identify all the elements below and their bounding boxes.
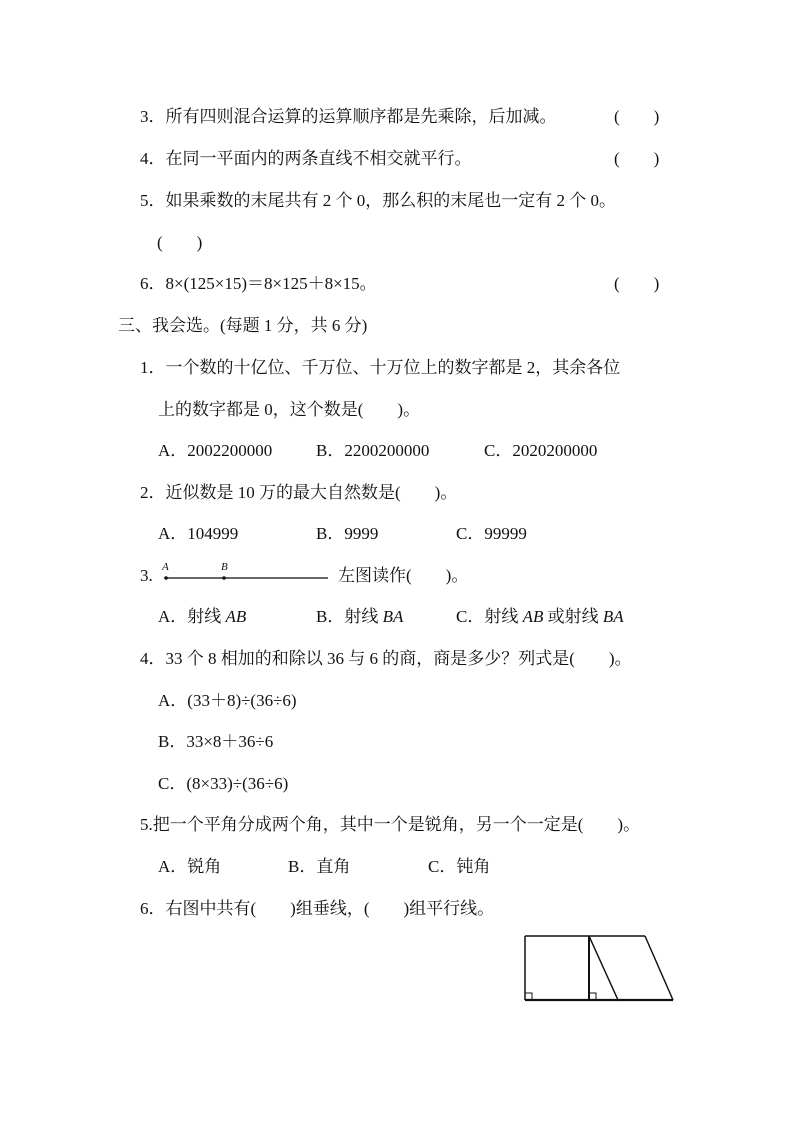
choice-question-4 (140, 647, 632, 671)
option-text: (8×33)÷(36÷6) (186, 774, 289, 793)
option-text: 9999 (344, 524, 379, 543)
question-text: 右图中共有( )组垂线，( )组平行线。 (165, 899, 495, 918)
choice-question-1 (140, 356, 620, 380)
option-text: 或射线 (543, 607, 603, 626)
point-a-label: A (162, 561, 169, 573)
option-a[interactable] (158, 522, 238, 546)
option-label: A． (158, 691, 188, 710)
option-text: 2002200000 (187, 441, 273, 460)
option-label: B． (158, 732, 187, 751)
option-text: 104999 (187, 524, 239, 543)
question-text: 8×(125×15)＝8×125＋8×15。 (165, 274, 377, 293)
option-b[interactable] (316, 522, 378, 546)
choice-question-3-number: 3. (140, 566, 153, 585)
judge-question-6 (140, 272, 377, 296)
choice-question-3-text: 左图读作( )。 (338, 566, 469, 585)
question-number: 3． (140, 107, 166, 126)
option-text: 33×8＋36÷6 (186, 732, 274, 751)
question-number: 5． (140, 191, 166, 210)
question-text: 近似数是 10 万的最大自然数是( )。 (165, 483, 458, 502)
option-text: 钝角 (456, 857, 491, 876)
option-label: A． (158, 607, 188, 626)
option-label: C． (484, 441, 513, 460)
option-b[interactable] (158, 730, 273, 754)
section-heading: 三、我会选。(每题 1 分，共 6 分) (118, 316, 368, 335)
question-text-continued: 上的数字都是 0，这个数是( )。 (158, 400, 421, 419)
question-number: 4． (140, 149, 166, 168)
option-c[interactable] (456, 522, 527, 546)
choice-question-2 (140, 481, 457, 505)
option-a[interactable] (158, 605, 246, 629)
option-label: B． (288, 857, 317, 876)
judge-question-3 (140, 105, 557, 129)
question-number: 4． (140, 649, 166, 668)
option-c[interactable] (484, 439, 597, 463)
answer-blank[interactable]: ( ) (614, 107, 660, 126)
perpendicular-parallel-figure (520, 932, 680, 1004)
question-text: 如果乘数的末尾共有 2 个 0，那么积的末尾也一定有 2 个 0。 (165, 191, 616, 210)
option-c[interactable] (456, 605, 624, 629)
option-label: B． (316, 607, 345, 626)
answer-blank[interactable]: ( ) (614, 274, 660, 293)
option-text: 锐角 (187, 857, 222, 876)
question-number: 6． (140, 899, 166, 918)
option-b[interactable] (316, 439, 429, 463)
question-text: 所有四则混合运算的运算顺序都是先乘除，后加减。 (165, 107, 557, 126)
option-label: B． (316, 524, 345, 543)
option-text: 2020200000 (512, 441, 598, 460)
question-text: 在同一平面内的两条直线不相交就平行。 (165, 149, 472, 168)
question-text: 把一个平角分成两个角，其中一个是锐角，另一个一定是( )。 (152, 815, 641, 834)
judge-question-4 (140, 147, 472, 171)
answer-blank[interactable]: ( ) (614, 149, 660, 168)
option-variable: BA (382, 607, 404, 626)
choice-question-6 (140, 897, 494, 921)
option-b[interactable] (288, 855, 350, 879)
ray-figure (160, 562, 330, 584)
option-text: 99999 (484, 524, 527, 543)
question-number: 1． (140, 358, 166, 377)
option-label: B． (316, 441, 345, 460)
option-b[interactable] (316, 605, 403, 629)
option-label: A． (158, 441, 188, 460)
option-label: C． (428, 857, 457, 876)
option-label: A． (158, 857, 188, 876)
option-a[interactable] (158, 689, 297, 713)
question-text: 一个数的十亿位、千万位、十万位上的数字都是 2，其余各位 (165, 358, 621, 377)
option-variable: BA (602, 607, 624, 626)
option-label: C． (456, 607, 485, 626)
option-text: 2200200000 (344, 441, 430, 460)
option-c[interactable] (428, 855, 490, 879)
point-b-dot (222, 576, 226, 580)
judge-question-5 (140, 189, 616, 213)
option-text: (33＋8)÷(36÷6) (187, 691, 297, 710)
option-a[interactable] (158, 855, 221, 879)
point-a-dot (164, 576, 168, 580)
question-number: 2． (140, 483, 166, 502)
option-variable: AB (225, 607, 247, 626)
option-text: 射线 (187, 607, 226, 626)
question-number: 6． (140, 274, 166, 293)
choice-question-5 (140, 813, 640, 837)
question-text: 33 个 8 相加的和除以 36 与 6 的商，商是多少？列式是( )。 (165, 649, 632, 668)
option-label: A． (158, 524, 188, 543)
option-variable: AB (522, 607, 544, 626)
option-a[interactable] (158, 439, 272, 463)
option-text: 射线 (344, 607, 383, 626)
option-text: 射线 (484, 607, 523, 626)
option-label: C． (456, 524, 485, 543)
option-text: 直角 (316, 857, 351, 876)
option-label: C． (158, 774, 187, 793)
question-number: 5. (140, 815, 153, 834)
point-b-label: B (221, 561, 228, 573)
option-c[interactable] (158, 772, 288, 796)
answer-blank[interactable]: ( ) (157, 233, 203, 252)
